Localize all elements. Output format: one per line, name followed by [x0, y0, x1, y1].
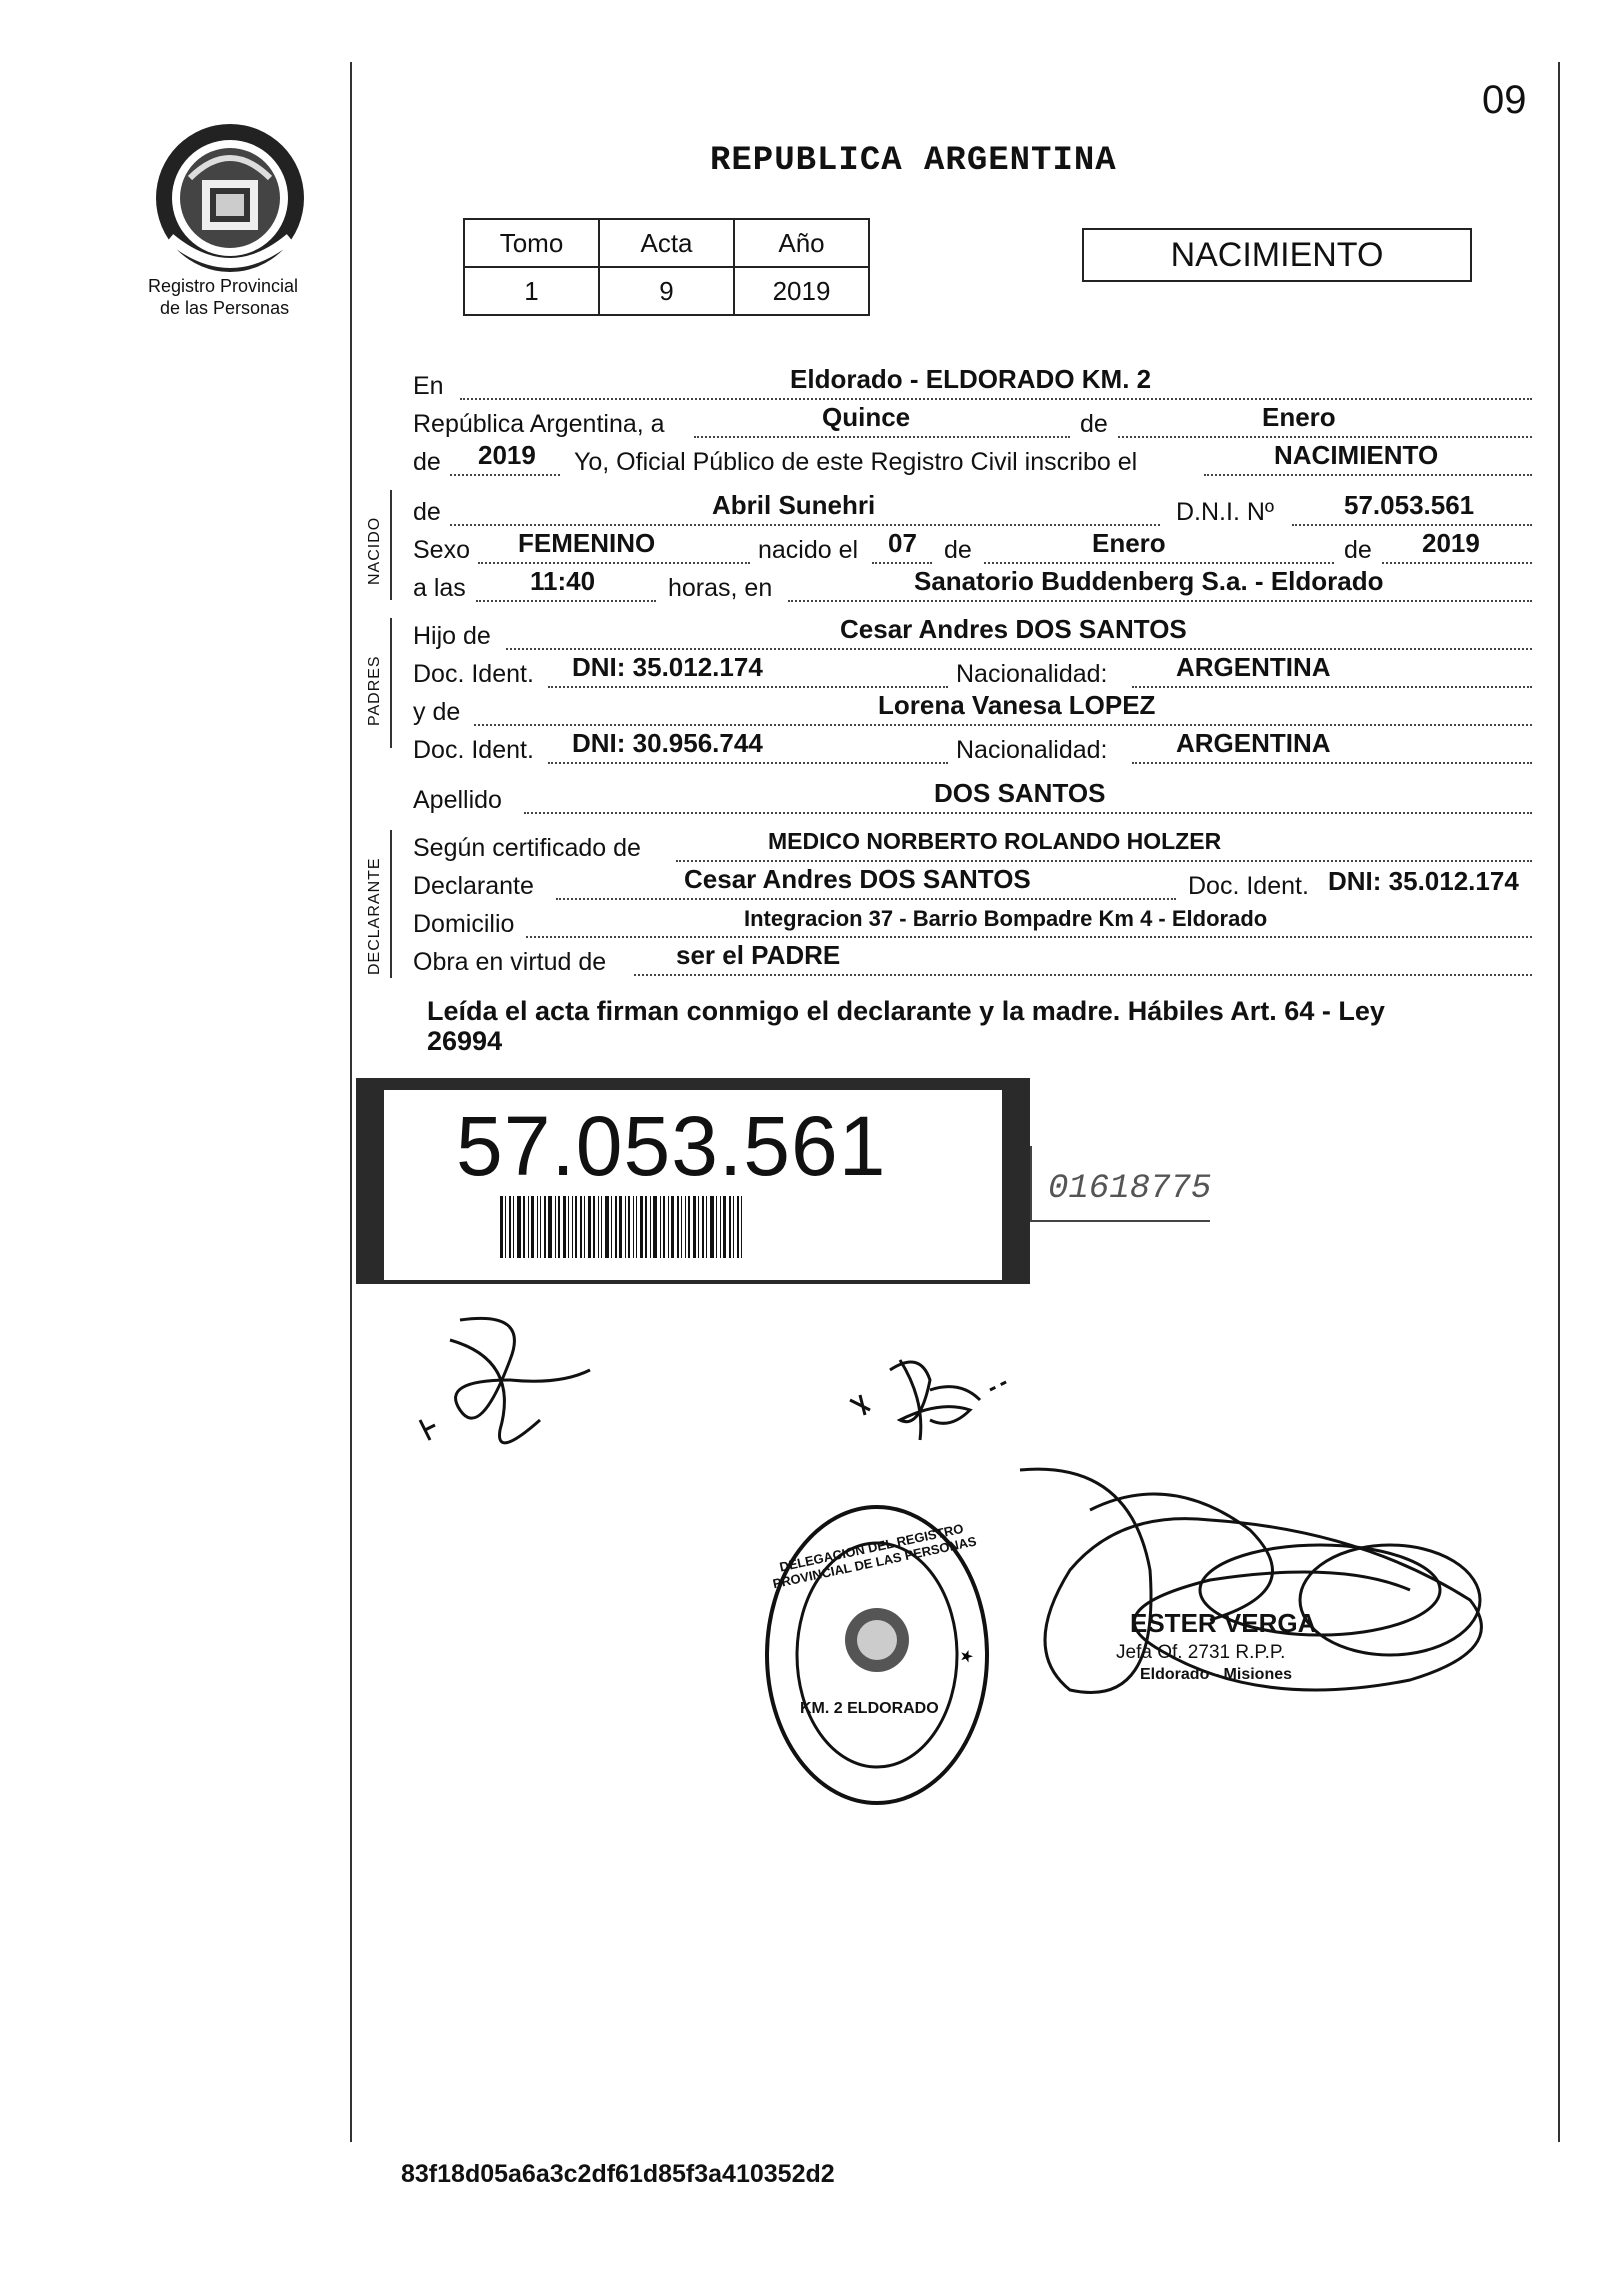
dotted-line — [478, 562, 750, 564]
label-sexo: Sexo — [413, 536, 470, 564]
barcode-bar — [677, 1196, 679, 1258]
label-y-de: y de — [413, 698, 461, 726]
side-label-padres: PADRES — [366, 655, 383, 726]
acta-value: 9 — [599, 267, 734, 315]
barcode-bar — [702, 1196, 704, 1258]
barcode-bar — [563, 1196, 566, 1258]
dotted-line — [476, 600, 656, 602]
dotted-line — [548, 686, 948, 688]
barcode-bar — [653, 1196, 657, 1258]
registry-logo — [150, 118, 310, 278]
document-hash: 83f18d05a6a3c2df61d85f3a410352d2 — [401, 2160, 835, 2188]
field-dia: Quince — [822, 402, 911, 432]
barcode-bar — [509, 1196, 511, 1258]
label-dni: D.N.I. Nº — [1176, 498, 1275, 526]
barcode-bar — [601, 1196, 602, 1258]
logo-caption-2: de las Personas — [160, 298, 290, 318]
barcode-bar — [640, 1196, 643, 1258]
label-de: de — [1080, 410, 1108, 438]
barcode-bar — [555, 1196, 556, 1258]
dotted-line — [548, 762, 948, 764]
field-apellido: DOS SANTOS — [934, 778, 1106, 808]
signature-icon — [1010, 1450, 1530, 1750]
label-nac-madre: Nacionalidad: — [956, 736, 1108, 764]
right-margin-line — [1558, 62, 1560, 2142]
barcode-bar — [645, 1196, 647, 1258]
barcode-bar — [668, 1196, 669, 1258]
barcode-bar — [693, 1196, 696, 1258]
dotted-line — [1382, 562, 1532, 564]
barcode-bar — [513, 1196, 514, 1258]
barcode-bar — [575, 1196, 577, 1258]
barcode-bar — [619, 1196, 622, 1258]
padres-bracket — [390, 618, 392, 748]
label-nacido-el: nacido el — [758, 536, 859, 564]
field-dni: 57.053.561 — [1344, 490, 1475, 520]
dotted-line — [474, 724, 1532, 726]
field-nac-mes: Enero — [1092, 528, 1166, 558]
dotted-line — [450, 474, 560, 476]
tomo-value: 1 — [464, 267, 599, 315]
side-label-nacido: NACIDO — [366, 516, 383, 585]
label-de-anio: de — [1344, 536, 1372, 564]
barcode-bar — [528, 1196, 529, 1258]
official-line-3: Eldorado - Misiones — [1140, 1666, 1293, 1683]
field-declarante: Cesar Andres DOS SANTOS — [684, 864, 1031, 894]
dotted-line — [1118, 436, 1532, 438]
field-padre-nac: ARGENTINA — [1176, 652, 1331, 682]
barcode-bar — [580, 1196, 582, 1258]
svg-text:★: ★ — [959, 1650, 975, 1663]
anio-value: 2019 — [734, 267, 869, 315]
barcode-bar — [636, 1196, 637, 1258]
dotted-line — [788, 600, 1532, 602]
barcode-bar — [505, 1196, 506, 1258]
act-type-box: NACIMIENTO — [1082, 228, 1472, 282]
official-line-2: Jefa Of. 2731 R.P.P. — [1116, 1642, 1286, 1663]
barcode-bar — [540, 1196, 541, 1258]
field-obra: ser el PADRE — [676, 940, 841, 970]
field-nac-anio: 2019 — [1422, 528, 1480, 558]
dotted-line — [1132, 686, 1532, 688]
serial-box — [1030, 1146, 1210, 1222]
label-de-year: de — [413, 448, 441, 476]
barcode-bar — [698, 1196, 699, 1258]
dotted-line — [634, 974, 1532, 976]
mother-signature — [830, 1340, 1030, 1465]
dotted-line — [1204, 474, 1532, 476]
label-domicilio: Domicilio — [413, 910, 515, 938]
barcode-bar — [681, 1196, 682, 1258]
dotted-line — [1132, 762, 1532, 764]
label-de-nombre: de — [413, 498, 441, 526]
barcode-bar — [706, 1196, 707, 1258]
field-hora: 11:40 — [530, 566, 596, 596]
barcode-bar — [605, 1196, 609, 1258]
label-doc-padre: Doc. Ident. — [413, 660, 534, 688]
dotted-line — [460, 398, 1532, 400]
barcode-bar — [663, 1196, 665, 1258]
barcode — [500, 1196, 890, 1258]
barcode-bar — [500, 1196, 503, 1258]
field-madre-doc: DNI: 30.956.744 — [572, 728, 763, 758]
volume-table — [463, 218, 870, 316]
barcode-bar — [716, 1196, 717, 1258]
label-hijo-de: Hijo de — [413, 622, 491, 650]
barcode-bar — [685, 1196, 686, 1258]
label-republica: República Argentina, a — [413, 410, 665, 438]
field-anio: 2019 — [478, 440, 536, 470]
barcode-bar — [611, 1196, 612, 1258]
dni-label-serial: 01618775 — [1048, 1170, 1212, 1208]
tomo-header: Tomo — [464, 219, 599, 267]
logo-caption-1: Registro Provincial — [148, 276, 299, 296]
barcode-bar — [558, 1196, 560, 1258]
barcode-bar — [584, 1196, 585, 1258]
field-tipo: NACIMIENTO — [1274, 440, 1439, 470]
official-signature — [1010, 1450, 1530, 1755]
dotted-line — [694, 436, 1070, 438]
signature-icon — [830, 1340, 1030, 1460]
page-number: 09 — [1482, 78, 1527, 122]
barcode-bar — [548, 1196, 552, 1258]
official-name: ESTER VERGA — [1130, 1608, 1317, 1638]
signature-icon — [400, 1300, 620, 1480]
declarant-signature — [400, 1300, 620, 1485]
label-nac-padre: Nacionalidad: — [956, 660, 1108, 688]
coat-of-arms-icon — [150, 118, 310, 278]
declarante-bracket — [390, 830, 392, 978]
dotted-line — [556, 898, 1176, 900]
barcode-bar — [568, 1196, 569, 1258]
label-horas-en: horas, en — [668, 574, 773, 602]
label-a-las: a las — [413, 574, 466, 602]
barcode-bar — [688, 1196, 690, 1258]
barcode-bar — [720, 1196, 721, 1258]
dotted-line — [984, 562, 1334, 564]
stamp-center-text: KM. 2 ELDORADO — [800, 1700, 939, 1717]
field-padre-doc: DNI: 35.012.174 — [572, 652, 763, 682]
barcode-bar — [572, 1196, 573, 1258]
barcode-bar — [598, 1196, 599, 1258]
field-domicilio: Integracion 37 - Barrio Bompadre Km 4 - Eldorado — [744, 906, 1268, 931]
field-lugar-nac: Sanatorio Buddenberg S.a. - Eldorado — [914, 566, 1384, 596]
field-lugar: Eldorado - ELDORADO KM. 2 — [790, 364, 1152, 394]
stamp-ring-text: DELEGACION DEL REGISTRO PROVINCIAL DE LAS PERSONAS — [771, 1520, 978, 1592]
dotted-line — [676, 860, 1532, 862]
closing-line-2: 26994 — [427, 1026, 503, 1056]
dotted-line — [506, 648, 1532, 650]
page-title: REPUBLICA ARGENTINA — [710, 142, 1117, 180]
barcode-bar — [588, 1196, 591, 1258]
left-margin-line — [350, 62, 352, 2142]
barcode-bar — [710, 1196, 714, 1258]
dni-label — [384, 1090, 1002, 1280]
acta-header: Acta — [599, 219, 734, 267]
barcode-bar — [628, 1196, 630, 1258]
barcode-bar — [625, 1196, 626, 1258]
anio-header: Año — [734, 219, 869, 267]
label-obra: Obra en virtud de — [413, 948, 607, 976]
field-madre: Lorena Vanesa LOPEZ — [878, 690, 1156, 720]
dotted-line — [524, 812, 1532, 814]
field-declarante-doc: DNI: 35.012.174 — [1328, 866, 1519, 896]
barcode-bar — [737, 1196, 739, 1258]
barcode-bar — [517, 1196, 521, 1258]
barcode-bar — [523, 1196, 525, 1258]
dotted-line — [450, 524, 1160, 526]
side-label-declarante: DECLARANTE — [366, 857, 383, 975]
barcode-bar — [671, 1196, 674, 1258]
label-segun: Según certificado de — [413, 834, 641, 862]
label-de-mes: de — [944, 536, 972, 564]
barcode-bar — [531, 1196, 534, 1258]
label-doc-declarante: Doc. Ident. — [1188, 872, 1309, 900]
label-declarante: Declarante — [413, 872, 534, 900]
barcode-bar — [741, 1196, 742, 1258]
barcode-bar — [593, 1196, 595, 1258]
field-certificado: MEDICO NORBERTO ROLANDO HOLZER — [768, 828, 1222, 854]
label-apellido: Apellido — [413, 786, 502, 814]
label-yo-oficial: Yo, Oficial Público de este Registro Civil inscribo el — [574, 448, 1138, 476]
barcode-bar — [723, 1196, 726, 1258]
barcode-bar — [544, 1196, 546, 1258]
closing-line-1: Leída el acta firman conmigo el declarante y la madre. Hábiles Art. 64 - Ley — [427, 996, 1385, 1026]
barcode-bar — [733, 1196, 734, 1258]
field-madre-nac: ARGENTINA — [1176, 728, 1331, 758]
label-en: En — [413, 372, 444, 400]
field-nombre: Abril Sunehri — [712, 490, 876, 520]
field-sexo: FEMENINO — [518, 528, 656, 558]
dotted-line — [1292, 524, 1532, 526]
barcode-bar — [729, 1196, 731, 1258]
label-doc-madre: Doc. Ident. — [413, 736, 534, 764]
nacido-bracket — [390, 490, 392, 600]
field-nac-dia: 07 — [888, 528, 917, 558]
barcode-bar — [660, 1196, 661, 1258]
field-padre: Cesar Andres DOS SANTOS — [840, 614, 1187, 644]
barcode-bar — [633, 1196, 634, 1258]
dotted-line — [526, 936, 1532, 938]
barcode-bar — [537, 1196, 538, 1258]
dni-label-number: 57.053.561 — [456, 1099, 887, 1193]
field-mes: Enero — [1262, 402, 1336, 432]
barcode-bar — [615, 1196, 617, 1258]
barcode-bar — [650, 1196, 651, 1258]
dotted-line — [872, 562, 932, 564]
